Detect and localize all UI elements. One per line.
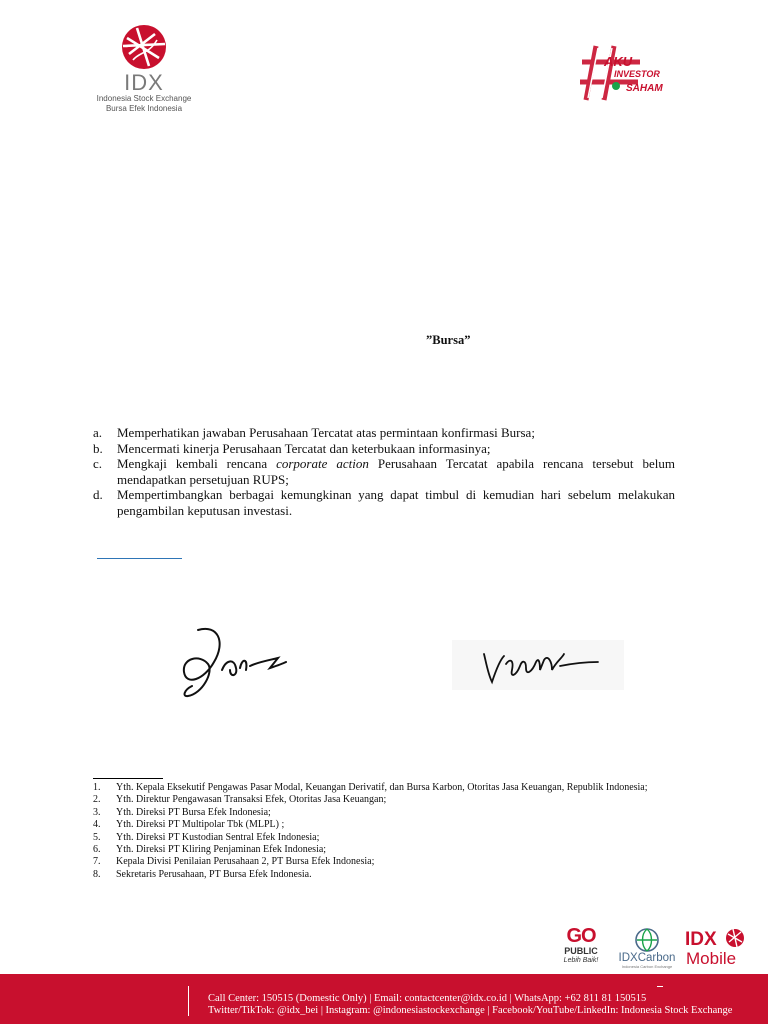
footnote-text: Yth. Kepala Eksekutif Pengawas Pasar Modal, Keuangan Derivatif, dan Bursa Karbon, Otoritas Jasa Keuangan, Republik Indonesia; — [116, 782, 648, 793]
footnote-item — [93, 869, 683, 881]
footnote-number: 6. — [93, 844, 101, 856]
list-text-before: Mengkaji kembali rencana — [117, 456, 277, 472]
footer-divider — [188, 986, 189, 1016]
footnote-item — [93, 807, 683, 819]
footnote-text: Yth. Direktur Pengawasan Transaksi Efek, Otoritas Jasa Keuangan; — [116, 794, 387, 806]
footnote-number: 1. — [93, 782, 101, 793]
go-public-logo — [558, 926, 604, 972]
idx-mobile-idx: IDX — [685, 929, 717, 950]
carbon-globe-icon — [634, 928, 660, 952]
list-item — [93, 487, 675, 518]
footnote-text: Kepala Divisi Penilaian Perusahaan 2, PT Bursa Efek Indonesia; — [116, 856, 375, 868]
idx-mobile-mobile: Mobile — [686, 949, 737, 968]
list-text: Memperhatikan jawaban Perusahaan Tercatat atas permintaan konfirmasi Bursa; — [117, 425, 535, 440]
leaf-icon — [612, 82, 620, 90]
idx-mobile-logo — [685, 928, 749, 972]
footnote-number: 4. — [93, 819, 101, 831]
footnote-text: Yth. Direksi PT Bursa Efek Indonesia; — [116, 806, 271, 818]
signature-right — [452, 640, 624, 690]
footnote-item — [93, 782, 683, 794]
recommendation-list — [93, 425, 675, 519]
footnote-number: 7. — [93, 856, 101, 868]
footnote-number: 3. — [93, 806, 101, 818]
footer-contact: Call Center: 150515 (Domestic Only) | Email: contactcenter@idx.co.id | WhatsApp: +62 811 81 150515 — [208, 993, 647, 1004]
idx-carbon-sub: Indonesia Carbon Exchange — [621, 964, 673, 969]
list-marker: c. — [93, 456, 103, 472]
footer-band — [0, 974, 768, 1024]
list-text: Mempertimbangkan berbagai kemungkinan yang dapat timbul di kemudian hari sebelum melakukan pengambilan keputusan investasi. — [117, 487, 675, 518]
footnote-rule — [93, 778, 163, 779]
list-text — [117, 456, 675, 487]
go-public-public: PUBLIC — [564, 946, 598, 956]
list-text-italic: corporate action — [276, 456, 369, 472]
hyperlink-underline[interactable] — [97, 558, 182, 559]
list-text: Mencermati kinerja Perusahaan Tercatat dan keterbukaan informasinya; — [117, 440, 491, 456]
idx-tagline-en: Indonesia Stock Exchange — [96, 94, 192, 103]
list-item — [93, 425, 675, 441]
footnote-text: Yth. Direksi PT Multipolar Tbk (MLPL) ; — [116, 819, 285, 831]
list-marker: b. — [93, 440, 103, 456]
list-marker: a. — [93, 425, 103, 440]
go-public-tagline: Lebih Baik! — [563, 957, 599, 964]
signature-left — [178, 622, 290, 702]
list-item — [93, 456, 675, 487]
idx-carbon-logo — [612, 928, 682, 972]
idx-mobile-emblem-icon — [725, 928, 745, 948]
footnote-item — [93, 794, 683, 806]
bursa-label: ”Bursa” — [426, 333, 471, 347]
footnote-text: Yth. Direksi PT Kustodian Sentral Efek Indonesia; — [116, 831, 320, 843]
saham-text: SAHAM — [626, 83, 663, 94]
footer-social: Twitter/TikTok: @idx_bei | Instagram: @indonesiastockexchange | Facebook/YouTube/LinkedIn: Indonesia Stock Exchange — [208, 1005, 733, 1016]
footnote-item — [93, 844, 683, 856]
footnote-number: 8. — [93, 868, 101, 880]
footnote-item — [93, 819, 683, 831]
footnote-list — [93, 782, 683, 881]
investor-text: INVESTOR — [614, 69, 660, 79]
aku-text: AKU — [604, 54, 633, 69]
list-item — [93, 441, 675, 457]
list-marker: d. — [93, 487, 103, 503]
idx-emblem-icon — [119, 24, 169, 70]
go-public-go: GO — [566, 925, 596, 947]
footnote-text: Sekretaris Perusahaan, PT Bursa Efek Indonesia. — [116, 868, 312, 880]
idx-tagline-id: Bursa Efek Indonesia — [105, 104, 183, 113]
list-text-after: Perusahaan Tercatat apabila rencana tersebut belum mendapatkan persetujuan RUPS; — [117, 456, 676, 487]
idx-logo — [88, 24, 200, 124]
idx-carbon-wordmark: IDXCarbon — [618, 952, 676, 964]
footnote-item — [93, 856, 683, 868]
footnote-number: 5. — [93, 831, 101, 843]
footnote-number: 2. — [93, 794, 101, 806]
footnote-text: Yth. Direksi PT Kliring Penjaminan Efek Indonesia; — [116, 844, 327, 856]
aku-investor-saham-logo — [580, 42, 680, 102]
footnote-item — [93, 832, 683, 844]
idx-wordmark: IDX — [124, 70, 164, 95]
footer-dash — [657, 986, 663, 987]
